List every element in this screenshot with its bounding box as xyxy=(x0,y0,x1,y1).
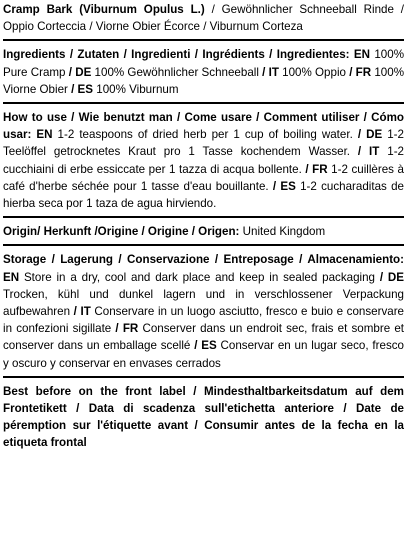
lang-code-it: / IT xyxy=(350,145,380,159)
best-before-text: Best before on the front label / Mindesthaltbarkeitsdatum auf dem Frontetikett / Data di scadenza sull'etichetta anteriore / Date de péremption sur l'étiquette avant / Consumir antes de la fecha en la etiqueta frontal xyxy=(3,384,404,450)
lang-code-es: / ES xyxy=(268,179,296,193)
ingredient-fr: 100% Viorne Obier xyxy=(3,65,405,96)
lang-code-en: EN xyxy=(31,128,53,142)
ingredient-es: 100% Viburnum xyxy=(93,82,179,96)
lang-code-fr: / FR xyxy=(301,162,328,176)
lang-code-es: / ES xyxy=(67,82,94,96)
origin-value: United Kingdom xyxy=(239,225,326,239)
how-to-use-section xyxy=(3,109,404,212)
lang-code-en: EN xyxy=(3,270,20,284)
lang-code-fr: / FR xyxy=(345,65,372,79)
section-divider xyxy=(3,244,404,246)
ingredient-de: 100% Gewöhnlicher Schneeball xyxy=(91,65,259,79)
usage-fr: 1-2 cuillères à café d'herbe séchée pour 1 tasse d'eau bouillante. xyxy=(3,162,404,193)
usage-en: 1-2 teaspoons of dried herb per 1 cup of boiling water. xyxy=(52,128,353,142)
ingredient-en: 100% Pure Cramp xyxy=(3,48,404,79)
lang-code-fr: / FR xyxy=(111,322,139,336)
product-name: Cramp Bark (Viburnum Opulus L.) xyxy=(3,3,205,16)
storage-section xyxy=(3,251,404,371)
ingredient-it: 100% Oppio xyxy=(278,65,346,79)
section-divider xyxy=(3,376,404,378)
lang-code-de: / DE xyxy=(352,128,383,142)
lang-code-es: / ES xyxy=(190,339,217,353)
best-before-section xyxy=(3,383,404,452)
storage-en: Store in a dry, cool and dark place and keep in sealed packaging xyxy=(19,270,375,284)
how-to-use-heading: How to use / Wie benutzt man / Come usare / Comment utiliser / Cómo usar: xyxy=(3,111,404,142)
section-divider xyxy=(3,216,404,218)
product-translations: / Gewöhnlicher Schneeball Rinde / Oppio Corteccia / Viorne Obier Écorce / Viburnum Corteza xyxy=(3,3,404,34)
product-title xyxy=(3,1,404,35)
storage-de: Trocken, kühl und dunkel lagern und in verschlossener Verpackung aufbewahren xyxy=(3,287,404,319)
ingredients-section xyxy=(3,46,404,98)
usage-de: 1-2 Teelöffel getrocknetes Kraut pro 1 Tasse kochendem Wasser. xyxy=(3,128,404,159)
ingredients-heading: Ingredients / Zutaten / Ingredienti / Ingrédients / Ingredientes: xyxy=(3,48,350,62)
origin-heading: Origin/ Herkunft /Origine / Origine / Origen: xyxy=(3,225,240,239)
section-divider xyxy=(3,102,404,104)
origin-section xyxy=(3,223,404,240)
usage-es: 1-2 cucharaditas de hierba seca por 1 taza de agua hirviendo. xyxy=(3,179,404,211)
storage-es: Conservar en un lugar seco, fresco y oscuro y conservar en envases cerrados xyxy=(3,339,404,370)
lang-code-en: EN xyxy=(349,48,370,62)
usage-it: 1-2 cucchiaini di erbe essiccate per 1 tazza di acqua bollente. xyxy=(3,145,404,176)
lang-code-it: / IT xyxy=(70,305,91,319)
lang-code-de: / DE xyxy=(65,65,92,79)
storage-heading: Storage / Lagerung / Conservazione / Entreposage / Almacenamiento: xyxy=(3,253,404,267)
lang-code-de: / DE xyxy=(375,270,404,284)
section-divider xyxy=(3,39,404,41)
storage-fr: Conserver dans un endroit sec, frais et sombre et conserver dans un emballage scellé xyxy=(3,322,404,353)
lang-code-it: / IT xyxy=(258,65,279,79)
storage-it: Conservare in un luogo asciutto, fresco e buio e conservare in confezioni sigillate xyxy=(3,305,405,336)
